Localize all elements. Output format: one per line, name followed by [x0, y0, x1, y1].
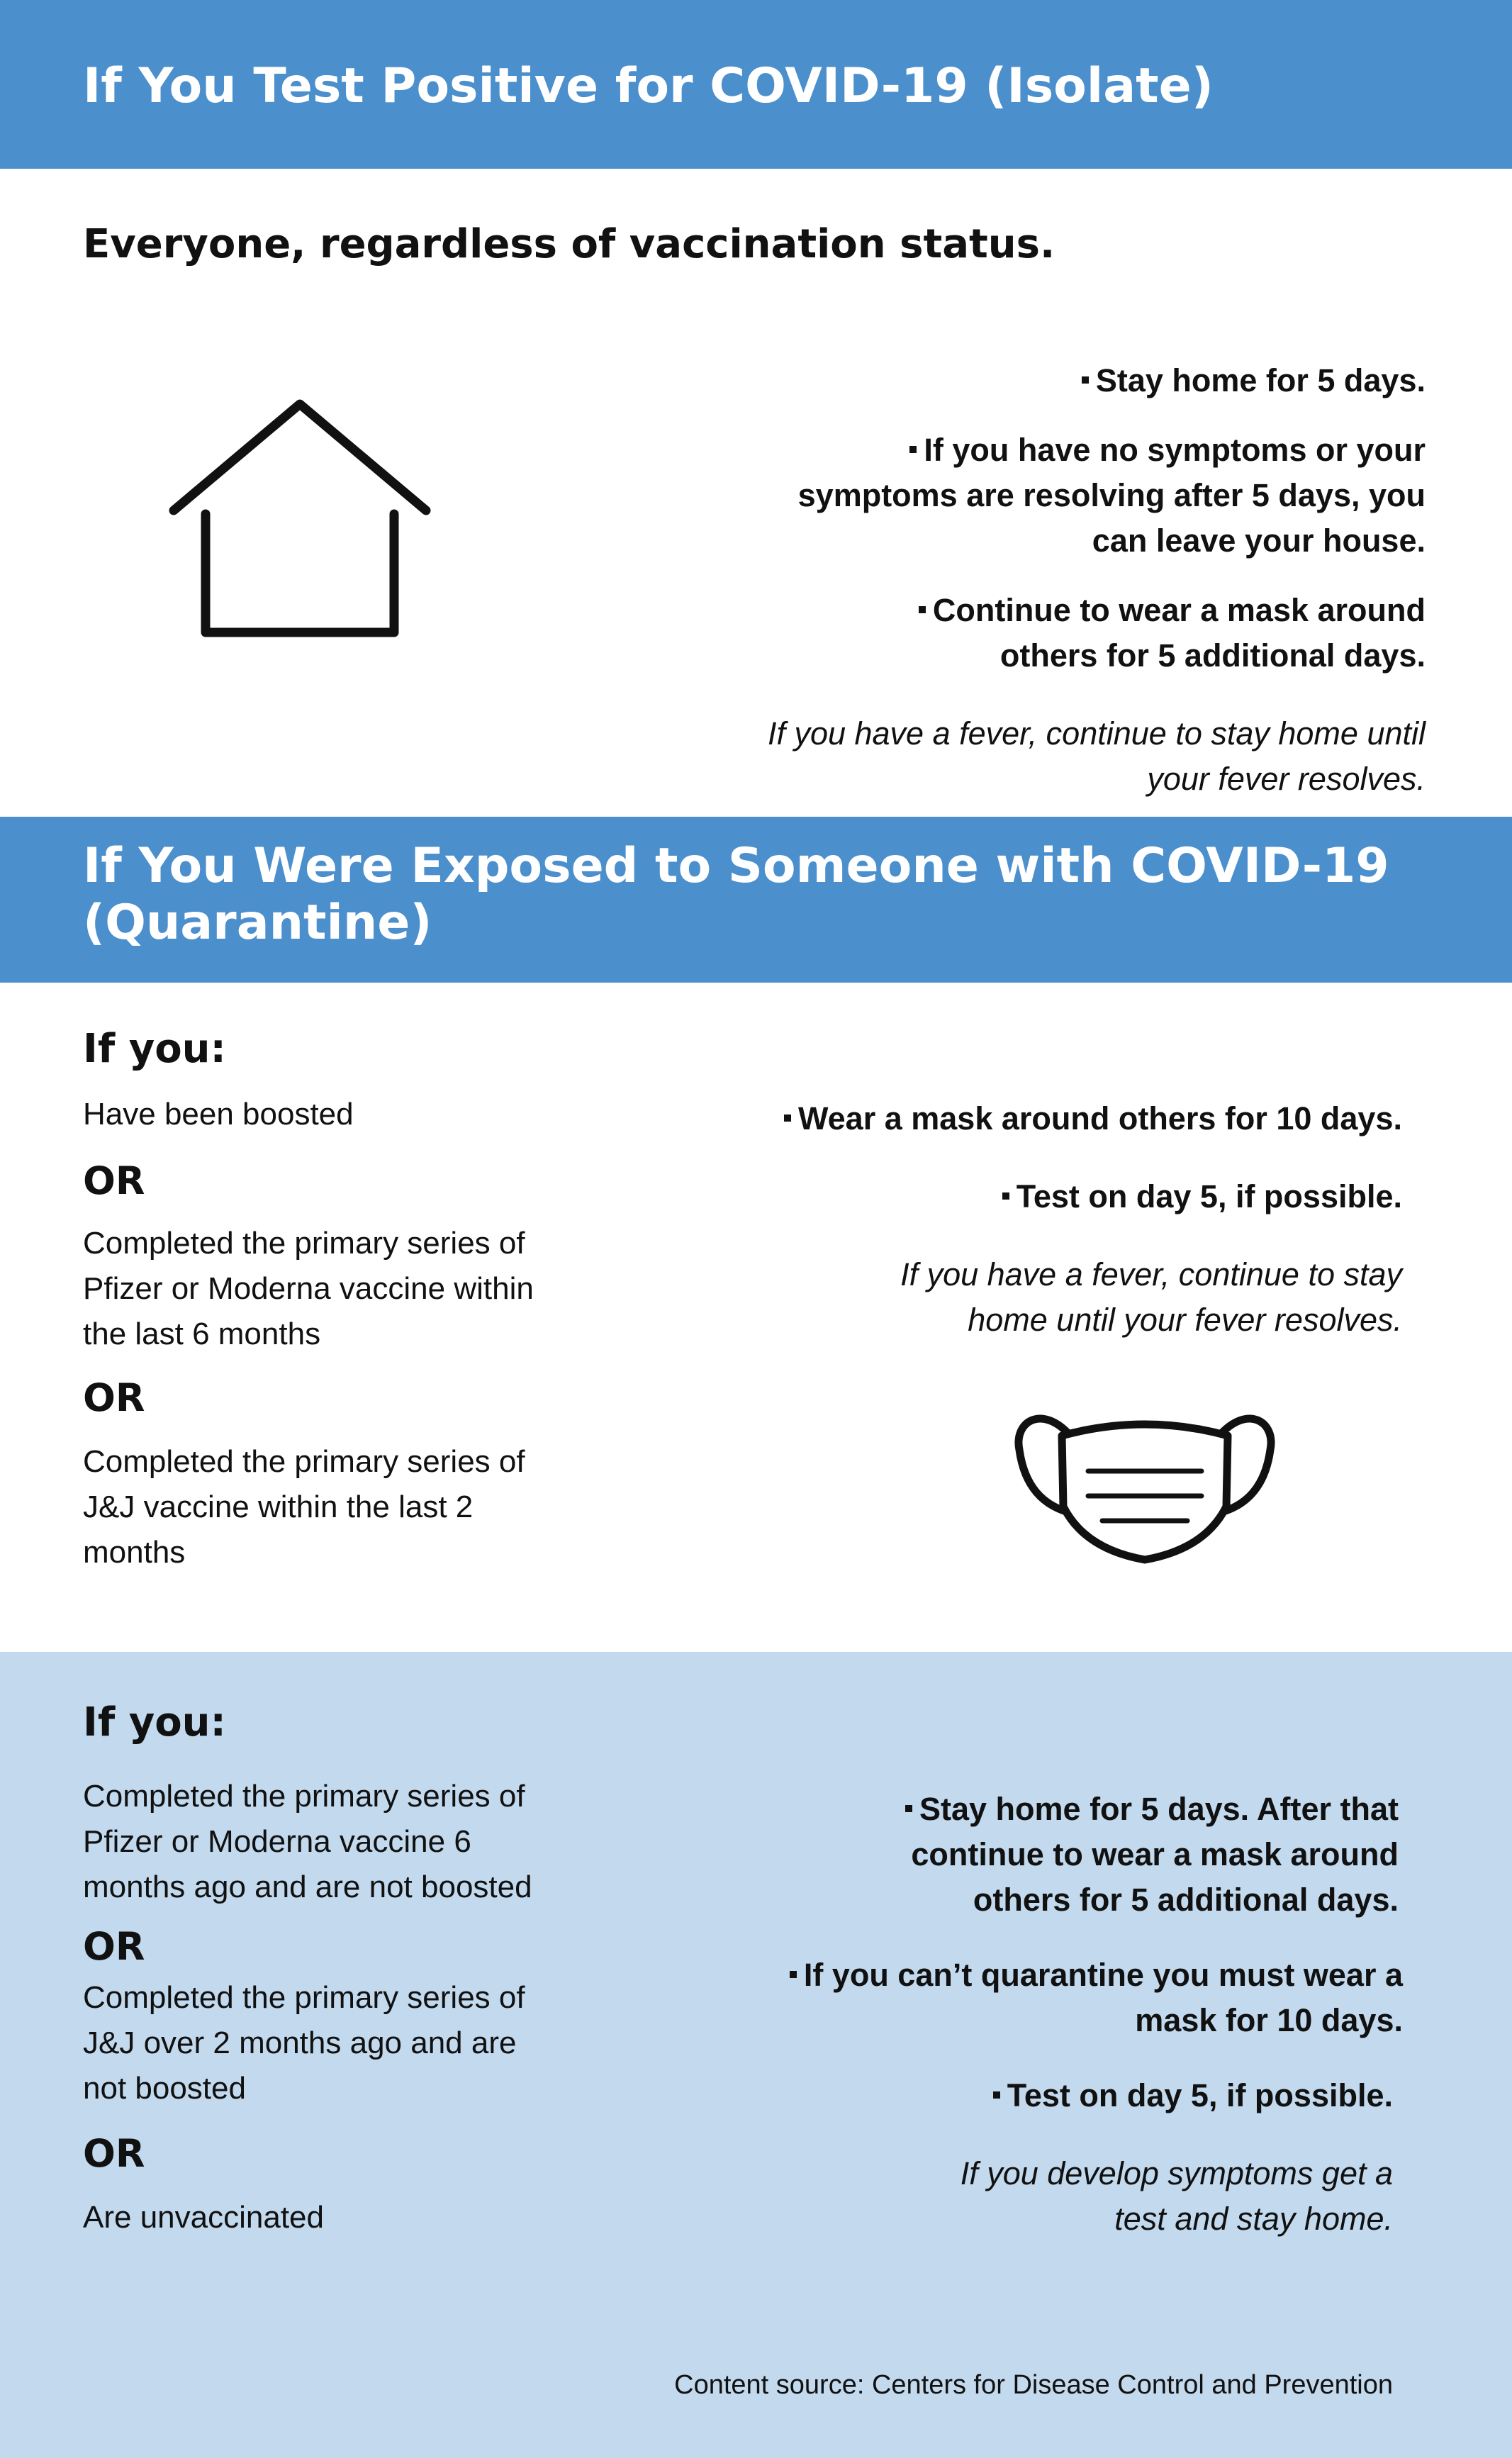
bullet-marker	[790, 1971, 797, 1978]
or-label: OR	[83, 1375, 145, 1420]
group2-bullet-1: Stay home for 5 days. After that continue to wear a mask around others for 5 additional days.	[775, 1787, 1399, 1923]
isolate-bullet-1: Stay home for 5 days.	[653, 358, 1426, 403]
group1-heading: If you:	[83, 1026, 226, 1072]
group2-conditions	[83, 1774, 537, 2240]
group2-heading: If you:	[83, 1699, 226, 1745]
group2-condition-1: Completed the primary series of Pfizer or Moderna vaccine 6 months ago and are not boosted	[83, 1779, 532, 1904]
group1-note: If you have a fever, continue to stay home until your fever resolves.	[900, 1256, 1402, 1338]
quarantine-title-line1: If You Were Exposed to Someone with COVID-19	[83, 838, 1389, 894]
isolate-note: If you have a fever, continue to stay home until your fever resolves.	[767, 715, 1426, 797]
quarantine-title-line2: (Quarantine)	[83, 895, 432, 951]
bullet-marker	[993, 2091, 1000, 2099]
group1-instructions	[750, 1096, 1402, 1343]
house-icon	[163, 393, 447, 645]
face-mask-icon	[1014, 1400, 1276, 1570]
group1-bullet-1: Wear a mask around others for 10 days.	[750, 1096, 1402, 1141]
isolate-bullet-3: Continue to wear a mask around others for 5 additional days.	[653, 588, 1426, 678]
isolate-instructions	[653, 358, 1426, 802]
bullet-marker	[919, 606, 926, 613]
group2-bullet-2: If you can’t quarantine you must wear a mask for 10 days.	[775, 1953, 1403, 2043]
quarantine-header-band	[0, 817, 1512, 983]
group1-condition-2: Completed the primary series of Pfizer or Moderna vaccine within the last 6 months	[83, 1226, 534, 1351]
group1-condition-1: Have been boosted	[83, 1097, 354, 1132]
bullet-marker	[1082, 376, 1089, 384]
bullet-marker	[784, 1115, 791, 1122]
group2-instructions	[775, 1787, 1403, 2242]
bullet-marker	[1002, 1192, 1009, 1200]
or-label: OR	[83, 1924, 145, 1969]
group2-bullet-3: Test on day 5, if possible.	[775, 2073, 1393, 2118]
group2-condition-2: Completed the primary series of J&J over 2 months ago and are not boosted	[83, 1980, 525, 2106]
isolate-subtitle: Everyone, regardless of vaccination status.	[83, 221, 1055, 267]
group2-note: If you develop symptoms get a test and stay home.	[960, 2155, 1393, 2237]
group2-condition-3: Are unvaccinated	[83, 2200, 324, 2235]
group1-bullet-2: Test on day 5, if possible.	[750, 1174, 1402, 1219]
group1-condition-3: Completed the primary series of J&J vaccine within the last 2 months	[83, 1444, 525, 1570]
content-source: Content source: Centers for Disease Control and Prevention	[674, 2370, 1393, 2400]
group1-conditions	[83, 1092, 537, 1575]
bullet-marker	[905, 1805, 912, 1812]
or-label: OR	[83, 2131, 145, 2176]
or-label: OR	[83, 1158, 145, 1203]
isolate-bullet-2: If you have no symptoms or your symptoms are resolving after 5 days, you can leave your house.	[797, 432, 1426, 559]
isolate-title: If You Test Positive for COVID-19 (Isolate)	[83, 58, 1214, 114]
isolate-header-band	[0, 0, 1512, 169]
bullet-marker	[909, 446, 917, 453]
